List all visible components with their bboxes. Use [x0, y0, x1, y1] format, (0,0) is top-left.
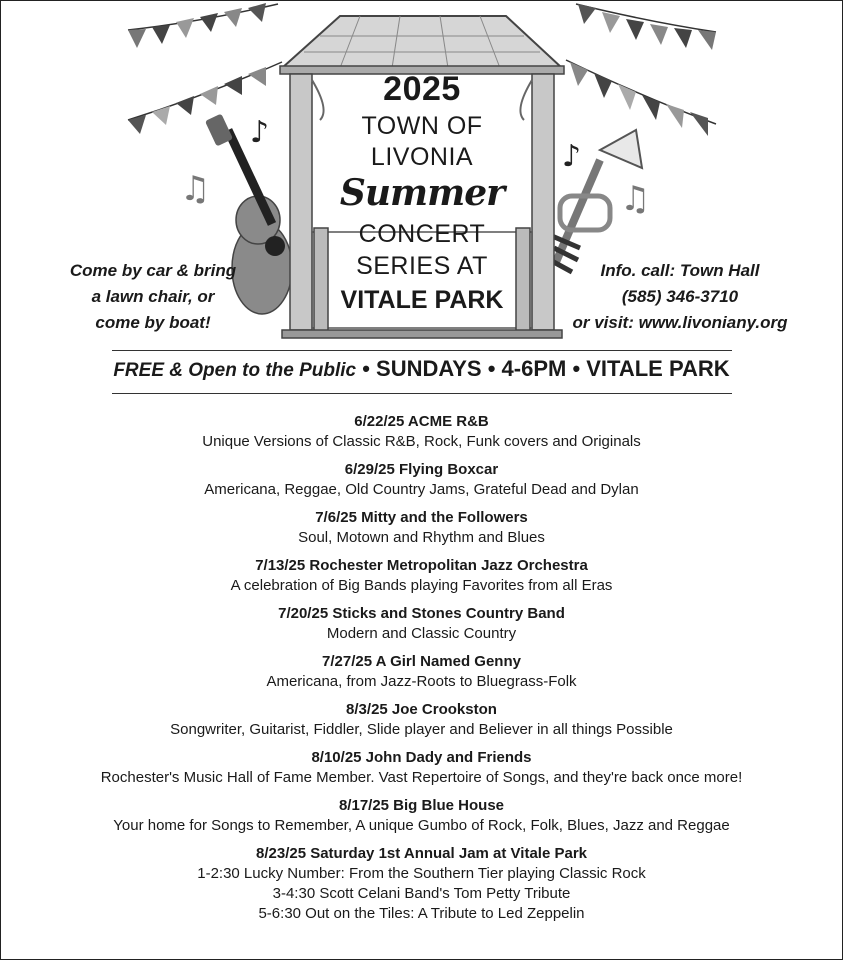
poster-summer: Summer: [339, 172, 505, 214]
event-description: A celebration of Big Bands playing Favorites from all Eras: [230, 577, 613, 594]
poster-series-at: SERIES AT: [356, 252, 488, 280]
poster-vitale-park: VITALE PARK: [340, 286, 504, 314]
event-description: Soul, Motown and Rhythm and Blues: [298, 529, 545, 546]
event-title: 7/27/25 A Girl Named Genny: [322, 653, 521, 670]
svg-text:♫: ♫: [180, 169, 211, 209]
event-description: Modern and Classic Country: [326, 625, 517, 642]
list-item: [0, 748, 843, 788]
svg-text:♪: ♪: [562, 139, 582, 174]
poster-livonia: LIVONIA: [370, 143, 474, 171]
travel-note-line: a lawn chair, or: [91, 287, 215, 306]
list-item: [0, 412, 843, 452]
svg-text:♫: ♫: [620, 179, 651, 219]
event-description: Rochester's Music Hall of Fame Member. Vast Repertoire of Songs, and they're back once more!: [100, 769, 743, 786]
event-description: Americana, Reggae, Old Country Jams, Grateful Dead and Dylan: [204, 481, 639, 498]
list-item: [0, 796, 843, 836]
travel-note: [62, 258, 244, 336]
travel-note-line: come by boat!: [95, 313, 211, 332]
event-title: 6/29/25 Flying Boxcar: [344, 461, 499, 478]
list-item: [0, 508, 843, 548]
list-item: [0, 700, 843, 740]
list-item: [0, 604, 843, 644]
poster-concert: CONCERT: [358, 220, 486, 248]
event-description: Your home for Songs to Remember, A unique Gumbo of Rock, Folk, Blues, Jazz and Reggae: [113, 817, 730, 834]
list-item: [0, 844, 843, 924]
event-title: 7/20/25 Sticks and Stones Country Band: [278, 605, 565, 622]
contact-info: [570, 258, 790, 336]
list-item: [0, 556, 843, 596]
event-description: Songwriter, Guitarist, Fiddler, Slide player and Believer in all things Possible: [170, 721, 673, 738]
bunting-right-icon: [566, 4, 716, 136]
event-description: 5-6:30 Out on the Tiles: A Tribute to Led Zeppelin: [258, 905, 585, 922]
free-to-public-label: FREE & Open to the Public: [113, 360, 357, 381]
poster-year: 2025: [383, 70, 461, 108]
event-description: Unique Versions of Classic R&B, Rock, Funk covers and Originals: [202, 433, 641, 450]
concert-schedule: [0, 412, 843, 932]
list-item: [0, 460, 843, 500]
contact-info-line: or visit: www.livoniany.org: [572, 313, 788, 332]
event-title: 6/22/25 ACME R&B: [354, 413, 489, 430]
contact-info-line: Info. call: Town Hall: [600, 261, 760, 280]
event-title: 7/13/25 Rochester Metropolitan Jazz Orchestra: [255, 557, 588, 574]
event-title: 8/3/25 Joe Crookston: [346, 701, 497, 718]
schedule-summary: • SUNDAYS • 4-6PM • VITALE PARK: [356, 356, 730, 381]
event-description: 1-2:30 Lucky Number: From the Southern Tier playing Classic Rock: [197, 865, 646, 882]
event-title: 8/17/25 Big Blue House: [338, 797, 505, 814]
travel-note-line: Come by car & bring: [69, 261, 237, 280]
event-title: 8/10/25 John Dady and Friends: [311, 749, 532, 766]
list-item: [0, 652, 843, 692]
divider-bottom: [112, 393, 732, 394]
contact-info-line: (585) 346-3710: [621, 287, 739, 306]
event-description: Americana, from Jazz-Roots to Bluegrass-Folk: [266, 673, 577, 690]
event-title: 8/23/25 Saturday 1st Annual Jam at Vitale Park: [256, 845, 587, 862]
svg-text:♪: ♪: [250, 115, 270, 150]
poster-town-of: TOWN OF: [361, 112, 483, 140]
schedule-banner: [0, 356, 843, 382]
event-title: 7/6/25 Mitty and the Followers: [315, 509, 528, 526]
divider-top: [112, 350, 732, 351]
event-description: 3-4:30 Scott Celani Band's Tom Petty Tribute: [272, 885, 571, 902]
